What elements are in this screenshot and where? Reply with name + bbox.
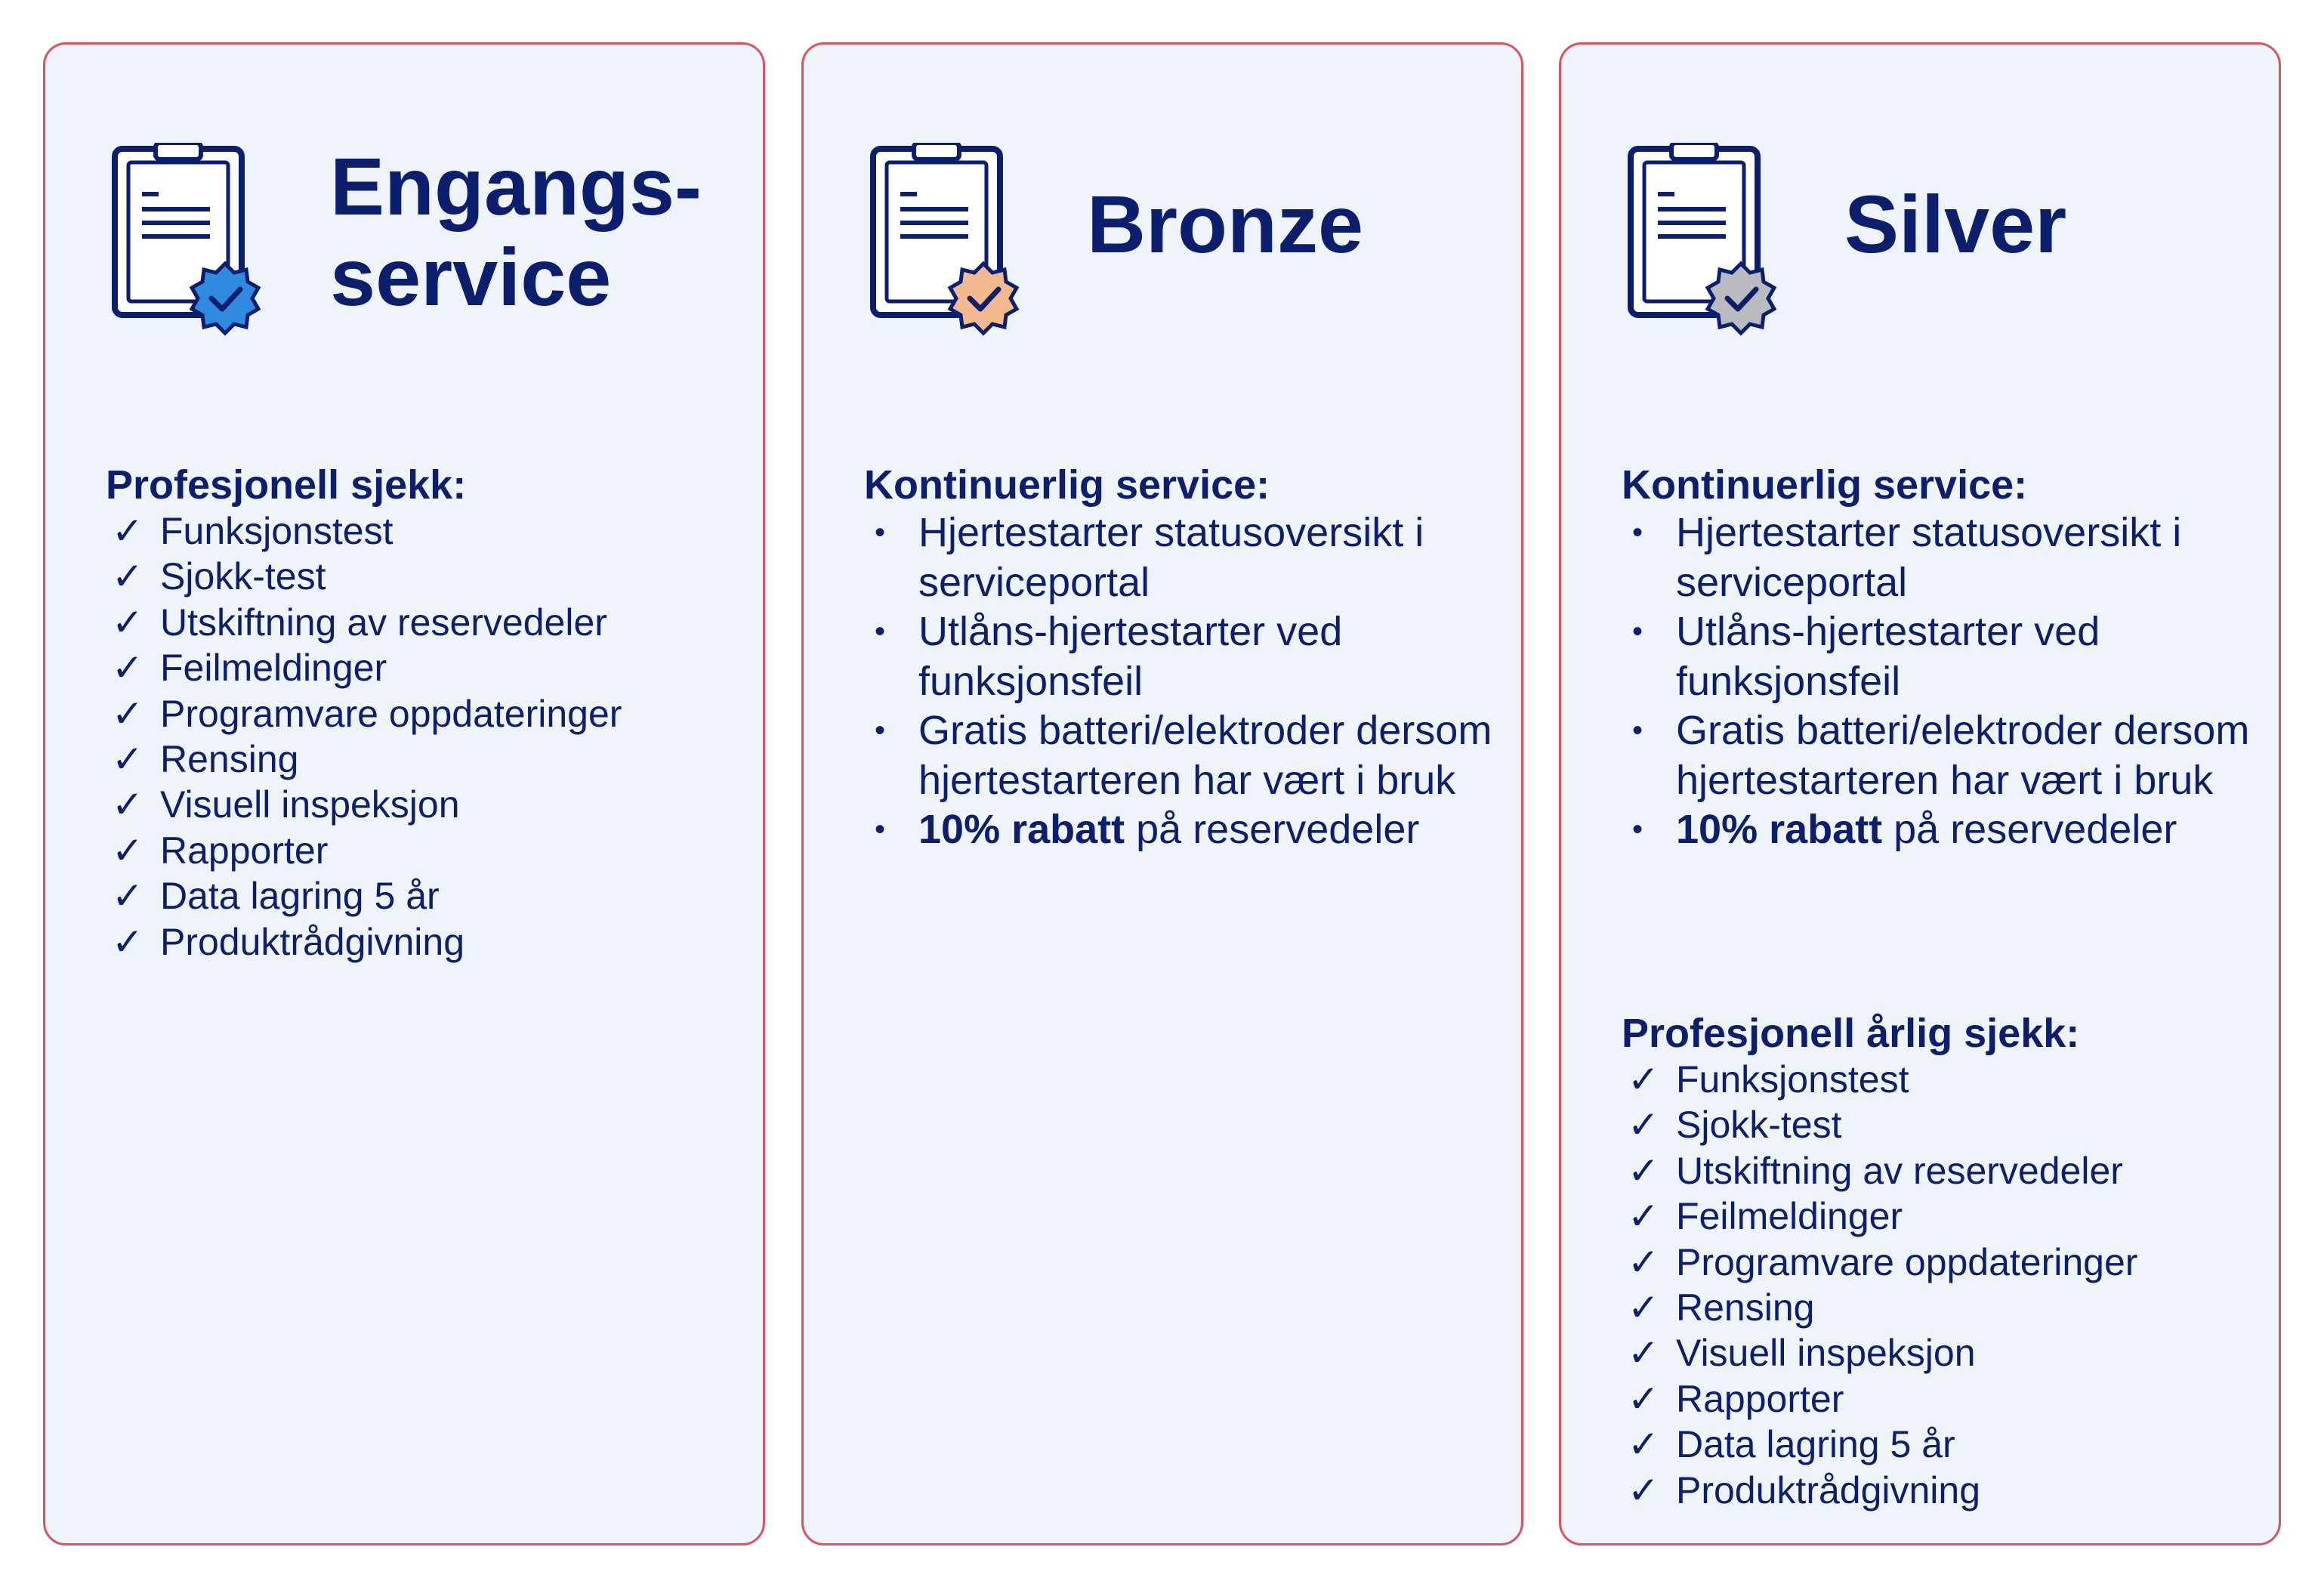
check-icon: ✓ <box>1628 1104 1659 1147</box>
list-item: ✓ Rensing <box>106 736 740 782</box>
bullet-icon: • <box>875 615 886 648</box>
check-icon: ✓ <box>112 875 144 918</box>
list-item: ✓ Funksjonstest <box>106 508 740 554</box>
check-icon: ✓ <box>1628 1377 1659 1420</box>
list-item: • Hjertestarter statusoversikt i serviceportal <box>875 510 1424 605</box>
check-icon: ✓ <box>112 783 144 826</box>
check-icon: ✓ <box>112 738 144 781</box>
check-icon: ✓ <box>1628 1423 1659 1466</box>
plan-title: Bronze <box>1087 178 1364 270</box>
bullet-icon: • <box>875 714 886 747</box>
list-item: ✓ Produktrådgivning <box>106 919 740 965</box>
check-icon: ✓ <box>112 510 144 552</box>
bullet-icon: • <box>1632 615 1643 648</box>
service-section <box>864 462 1498 855</box>
service-heading: Kontinuerlig service: <box>864 462 1270 508</box>
list-item: ✓ Visuell inspeksjon <box>1622 1330 2256 1376</box>
list-item: ✓ Rapporter <box>1622 1376 2256 1422</box>
check-icon: ✓ <box>112 692 144 735</box>
bullet-icon: • <box>875 813 886 846</box>
check-icon: ✓ <box>112 647 144 690</box>
bullet-icon: • <box>1632 516 1643 549</box>
list-item: ✓ Feilmeldinger <box>1622 1193 2256 1239</box>
plan-title: Engangs- service <box>330 140 702 323</box>
list-item: ✓ Rensing <box>1622 1285 2256 1330</box>
check-icon: ✓ <box>112 555 144 598</box>
list-item: ✓ Programvare oppdateringer <box>106 691 740 736</box>
plan-card-silver <box>1559 42 2281 1545</box>
clipboard-verified-icon <box>1625 143 1791 339</box>
check-list <box>106 508 740 965</box>
list-item: • Gratis batteri/elektroder dersom hjertestarteren har vært i bruk <box>875 708 1492 803</box>
list-item: ✓ Funksjonstest <box>1622 1057 2256 1102</box>
check-icon: ✓ <box>112 829 144 872</box>
service-list <box>1622 508 2256 855</box>
check-icon: ✓ <box>1628 1286 1659 1329</box>
bullet-icon: • <box>875 516 886 549</box>
list-item: ✓ Utskiftning av reservedeler <box>106 600 740 645</box>
list-item: ✓ Data lagring 5 år <box>106 873 740 919</box>
list-item: ✓ Feilmeldinger <box>106 645 740 690</box>
service-list <box>864 508 1498 855</box>
list-item: • Gratis batteri/elektroder dersom hjertestarteren har vært i bruk <box>1632 708 2250 803</box>
list-item: ✓ Visuell inspeksjon <box>106 782 740 827</box>
check-icon: ✓ <box>1628 1468 1659 1512</box>
check-icon: ✓ <box>1628 1195 1659 1238</box>
check-list <box>1622 1057 2256 1513</box>
list-item: ✓ Data lagring 5 år <box>1622 1422 2256 1467</box>
clipboard-verified-icon <box>867 143 1033 339</box>
check-heading: Profesjonell årlig sjekk: <box>1622 1011 2080 1056</box>
list-item: • Hjertestarter statusoversikt i serviceportal <box>1632 510 2182 605</box>
list-item: • Utlåns-hjertestarter ved funksjonsfeil <box>1632 609 2100 704</box>
check-icon: ✓ <box>1628 1058 1659 1101</box>
plan-card-engangsservice <box>43 42 765 1545</box>
clipboard-verified-icon <box>109 143 275 339</box>
check-icon: ✓ <box>112 601 144 644</box>
list-item: ✓ Programvare oppdateringer <box>1622 1240 2256 1285</box>
list-item: ✓ Rapporter <box>106 828 740 873</box>
list-item: ✓ Sjokk-test <box>1622 1102 2256 1147</box>
check-icon: ✓ <box>1628 1149 1659 1192</box>
list-item: ✓ Sjokk-test <box>106 554 740 599</box>
check-icon: ✓ <box>1628 1332 1659 1375</box>
list-item: ✓ Produktrådgivning <box>1622 1468 2256 1513</box>
plan-title: Silver <box>1844 178 2067 270</box>
service-section <box>1622 462 2256 855</box>
bullet-icon: • <box>1632 813 1643 846</box>
check-section <box>1622 1010 2256 1513</box>
check-icon: ✓ <box>112 920 144 963</box>
list-item: • 10% rabatt på reservedeler <box>864 805 1498 855</box>
list-item: ✓ Utskiftning av reservedeler <box>1622 1148 2256 1193</box>
service-heading: Kontinuerlig service: <box>1622 462 2028 508</box>
list-item: • 10% rabatt på reservedeler <box>1622 805 2256 855</box>
check-icon: ✓ <box>1628 1240 1659 1283</box>
check-section <box>106 462 740 965</box>
list-item: • Utlåns-hjertestarter ved funksjonsfeil <box>875 609 1343 704</box>
plan-card-bronze <box>801 42 1523 1545</box>
bullet-icon: • <box>1632 714 1643 747</box>
check-heading: Profesjonell sjekk: <box>106 462 467 508</box>
